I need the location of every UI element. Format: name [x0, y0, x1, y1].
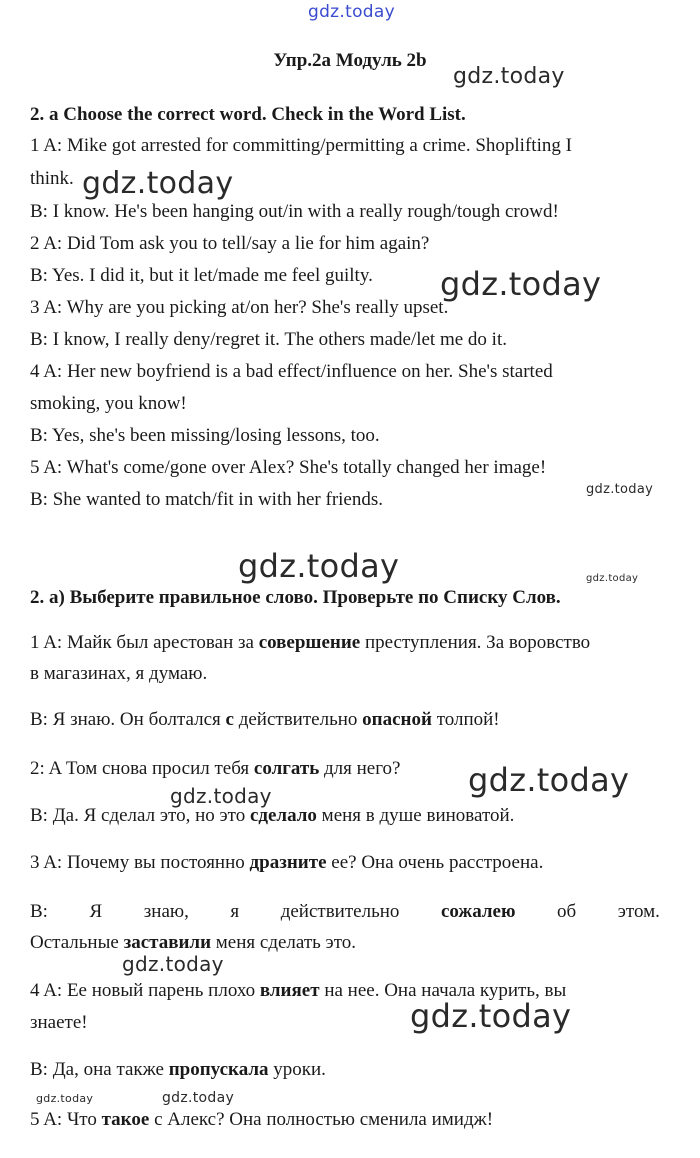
word: знаю,	[143, 901, 189, 922]
text-run: 3 A: Почему вы постоянно	[30, 852, 250, 873]
watermark: gdz.today	[82, 166, 234, 201]
watermark: gdz.today	[440, 265, 602, 303]
answer-word: влияет	[259, 980, 320, 1001]
text-run: с Алекс? Она полностью сменила имидж!	[149, 1109, 494, 1130]
english-line: 1 A: Mike got arrested for committing/permitting a crime. Shoplifting I	[30, 135, 572, 156]
word: этом.	[617, 901, 660, 922]
word: Я	[89, 901, 103, 922]
watermark-top: gdz.today	[308, 2, 395, 22]
english-line: 5 A: What's come/gone over Alex? She's totally changed her image!	[30, 457, 547, 478]
english-line: B: I know, I really deny/regret it. The others made/let me do it.	[30, 329, 507, 350]
english-line: think.	[30, 168, 74, 189]
text-run: B: Да, она также	[30, 1059, 169, 1080]
russian-line	[30, 980, 566, 1002]
answer-word: сделало	[249, 805, 317, 826]
answer-word: заставили	[123, 932, 212, 953]
russian-line	[30, 852, 543, 874]
watermark: gdz.today	[170, 784, 272, 808]
russian-line	[30, 709, 500, 731]
russian-line	[30, 805, 514, 827]
answer-word: опасной	[362, 709, 432, 730]
answer-word: с	[225, 709, 234, 730]
word: об	[557, 901, 577, 922]
answer-word: пропускала	[168, 1059, 269, 1080]
russian-line	[30, 758, 401, 780]
english-line: B: Yes, she's been missing/losing lessons, too.	[30, 425, 380, 446]
english-line: B: She wanted to match/fit in with her friends.	[30, 489, 384, 510]
answer-word: совершение	[258, 632, 361, 653]
text-run: меня сделать это.	[211, 932, 357, 953]
english-line: 4 A: Her new boyfriend is a bad effect/influence on her. She's started	[30, 361, 553, 382]
word: B:	[30, 901, 48, 922]
russian-line	[30, 1109, 493, 1131]
watermark: gdz.today	[586, 573, 639, 584]
answer-word: такое	[101, 1109, 150, 1130]
text-run: 4 A: Ее новый парень плохо	[30, 980, 260, 1001]
text-run: меня в душе виноватой.	[316, 805, 515, 826]
text-run: B: Да. Я сделал это, но это	[30, 805, 250, 826]
text-run: B: Я знаю. Он болтался	[30, 709, 226, 730]
text-run: 5 A: Что	[30, 1109, 102, 1130]
text-run: уроки.	[268, 1059, 326, 1080]
watermark: gdz.today	[586, 482, 654, 497]
text-run: действительно	[233, 709, 363, 730]
page-title: Упр.2a Модуль 2b	[273, 50, 427, 71]
watermark: gdz.today	[238, 547, 400, 585]
watermark: gdz.today	[162, 1090, 235, 1106]
russian-line	[30, 632, 590, 654]
text-run: ее? Она очень расстроена.	[326, 852, 544, 873]
text-run: преступления. За воровство	[360, 632, 591, 653]
russian-heading: 2. а) Выберите правильное слово. Проверьте по Списку Слов.	[30, 587, 561, 608]
answer-word: сожалею	[440, 901, 516, 922]
english-line: 2 A: Did Tom ask you to tell/say a lie for him again?	[30, 233, 430, 254]
text-run: толпой!	[431, 709, 500, 730]
watermark: gdz.today	[410, 997, 572, 1035]
russian-line	[30, 1059, 326, 1081]
answer-word: солгать	[253, 758, 320, 779]
english-line: B: I know. He's been hanging out/in with a really rough/tough crowd!	[30, 201, 559, 222]
watermark: gdz.today	[453, 64, 565, 89]
russian-line: в магазинах, я думаю.	[30, 663, 208, 684]
word: действительно	[280, 901, 400, 922]
russian-line: знаете!	[30, 1012, 88, 1033]
text-run: для него?	[319, 758, 401, 779]
text-run: 2: A Том снова просил тебя	[30, 758, 254, 779]
english-line: 3 A: Why are you picking at/on her? She's really upset.	[30, 297, 449, 318]
russian-line	[30, 932, 356, 954]
text-run: Остальные	[30, 932, 124, 953]
text-run: 1 A: Майк был арестован за	[30, 632, 259, 653]
word: я	[230, 901, 240, 922]
text-run: на нее. Она начала курить, вы	[319, 980, 567, 1001]
watermark: gdz.today	[468, 761, 630, 799]
russian-line-justified	[30, 901, 660, 923]
english-line: B: Yes. I did it, but it let/made me feel guilty.	[30, 265, 373, 286]
watermark: gdz.today	[36, 1092, 94, 1105]
answer-word: дразните	[249, 852, 327, 873]
english-heading: 2. a Choose the correct word. Check in the Word List.	[30, 104, 466, 125]
watermark: gdz.today	[122, 952, 224, 976]
english-line: smoking, you know!	[30, 393, 187, 414]
